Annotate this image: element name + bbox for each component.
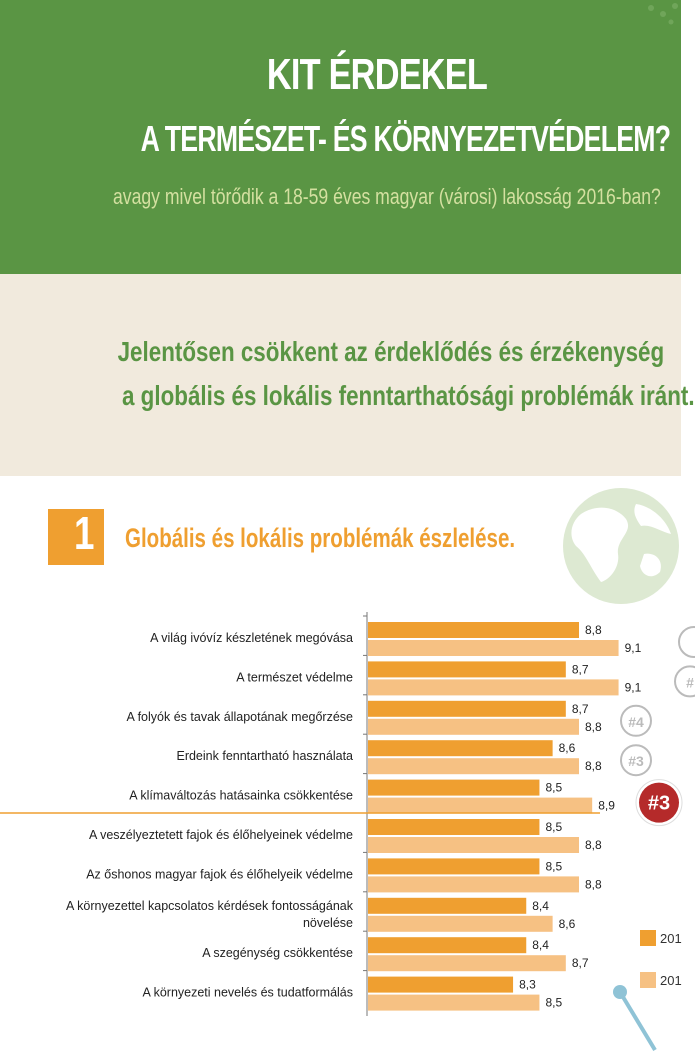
legend-label-series-2: 201 xyxy=(660,973,682,988)
category-label: A természet védelme xyxy=(236,670,353,685)
bar-series-1 xyxy=(368,858,539,874)
data-label: 8,3 xyxy=(519,977,536,992)
bar-series-2 xyxy=(368,758,579,774)
bar-series-2 xyxy=(368,955,566,971)
bar-series-2 xyxy=(368,719,579,735)
section-title: Globális és lokális problémák észlelése. xyxy=(125,523,516,553)
data-label: 8,7 xyxy=(571,662,589,677)
bar-series-1 xyxy=(368,898,526,914)
bar-series-1 xyxy=(368,622,579,638)
decorative-molecule xyxy=(600,980,681,1061)
data-label: 8,7 xyxy=(571,956,589,971)
bar-series-1 xyxy=(368,780,539,796)
bar-series-2 xyxy=(368,837,579,853)
summary-line-1: Jelentősen csökkent az érdeklődés és érzékenység xyxy=(117,336,665,367)
legend-label-series-1: 201 xyxy=(660,931,682,946)
bar-series-2 xyxy=(368,916,553,932)
category-label: Az őshonos magyar fajok és élőhelyeik védelme xyxy=(86,867,353,882)
data-label: 8,5 xyxy=(545,780,563,795)
category-label: Erdeink fenntartható használata xyxy=(176,749,353,764)
data-label: 8,5 xyxy=(545,820,563,834)
data-label: 8,6 xyxy=(558,741,576,756)
bar-series-2 xyxy=(368,679,619,695)
data-label: 8,8 xyxy=(585,719,602,734)
rank-badge-text: #4 xyxy=(628,713,644,730)
data-label: 9,1 xyxy=(624,641,642,655)
data-label: 8,5 xyxy=(545,859,563,874)
page-title: KIT ÉRDEKEL xyxy=(266,50,488,99)
bar-series-2 xyxy=(368,995,539,1011)
data-label: 8,6 xyxy=(558,916,576,931)
data-label: 8,9 xyxy=(598,798,615,813)
bar-series-1 xyxy=(368,819,539,835)
page-subtitle: avagy mivel törődik a 18-59 éves magyar (városi) lakosság 2016-ban? xyxy=(113,184,661,209)
rank-badge-text: #3 xyxy=(628,753,644,770)
rank-badge-text: # xyxy=(686,674,694,691)
bar-series-1 xyxy=(368,977,513,993)
category-label: A veszélyeztetett fajok és élőhelyeinek védelme xyxy=(88,828,353,842)
data-label: 8,4 xyxy=(532,938,549,953)
category-label: A szegénység csökkentése xyxy=(202,946,353,961)
data-label: 8,8 xyxy=(585,623,602,637)
legend-swatch-series-1 xyxy=(640,930,656,946)
data-label: 9,1 xyxy=(624,680,642,695)
data-label: 8,8 xyxy=(585,759,602,774)
category-label: A környezeti nevelés és tudatformálás xyxy=(142,985,353,1000)
category-label: A klímaváltozás hatásainka csökkentése xyxy=(129,788,353,803)
bar-series-1 xyxy=(368,937,526,953)
bar-series-1 xyxy=(368,661,566,677)
data-label: 8,7 xyxy=(571,701,589,716)
rank-badge xyxy=(679,627,695,657)
data-label: 8,8 xyxy=(585,838,602,852)
page-title-line2: A TERMÉSZET- ÉS KÖRNYEZETVÉDELEM? xyxy=(140,118,671,159)
summary-line-2: a globális és lokális fenntarthatósági problémák iránt. xyxy=(122,380,695,411)
data-label: 8,5 xyxy=(545,995,563,1010)
bar-series-2 xyxy=(368,640,619,656)
category-label: A környezettel kapcsolatos kérdések fontosságának növelése xyxy=(66,898,353,930)
rank-badge-text: #3 xyxy=(647,792,671,815)
data-label: 8,4 xyxy=(532,898,549,913)
section-number: 1 xyxy=(74,507,95,559)
category-label: A folyók és tavak állapotának megőrzése xyxy=(126,709,353,724)
bar-series-1 xyxy=(368,740,553,756)
bar-series-1 xyxy=(368,701,566,717)
bar-series-2 xyxy=(368,876,579,892)
category-label: A világ ivóvíz készletének megóvása xyxy=(150,631,353,645)
bar-series-2 xyxy=(368,798,592,814)
data-label: 8,8 xyxy=(585,877,602,892)
